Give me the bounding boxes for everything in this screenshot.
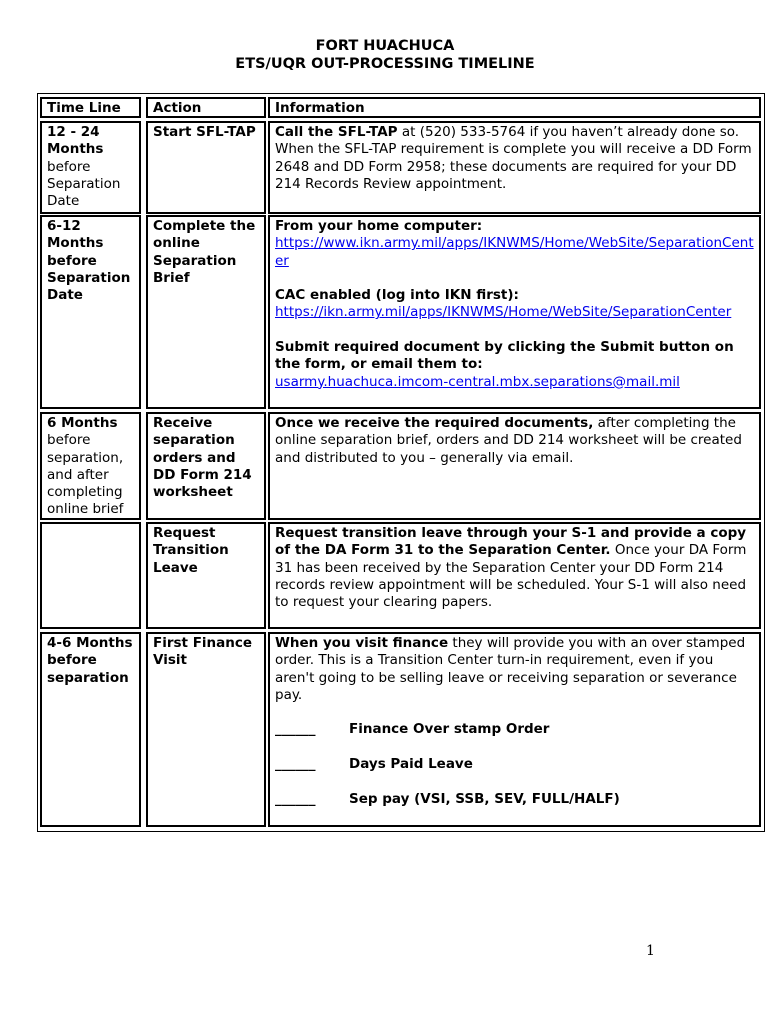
document-subtitle: ETS/UQR OUT-PROCESSING TIMELINE xyxy=(235,56,535,72)
table-row-timeline xyxy=(40,522,141,629)
separations-email-link[interactable]: usarmy.huachuca.imcom-central.mbx.separations@mail.mil xyxy=(275,373,680,390)
info-bold-text: Once we receive the required documents, xyxy=(275,415,594,431)
column-header-information: Information xyxy=(268,97,761,118)
table-row-action: Start SFL-TAP xyxy=(146,121,266,214)
table-row-action: Receive separation orders and DD Form 214 worksheet xyxy=(146,412,266,520)
timeline-bold-text: 12 - 24 Months xyxy=(47,124,104,158)
table-row-information xyxy=(268,412,761,520)
info-text: at (520) 533-5764 if you haven’t already done so. When the SFL-TAP requirement is complete you will receive a DD Form 2648 and DD Form 2958; these documents are required for your DD 214 Records Review appointment. xyxy=(275,124,752,192)
cac-enabled-label: CAC enabled (log into IKN first): xyxy=(275,287,519,304)
info-bold-text: Request transition leave through your S-1 and provide a copy of the DA Form 31 to the Separation Center. xyxy=(275,525,747,559)
timeline-text: before separation, and after completing online brief xyxy=(47,432,124,518)
checklist-item xyxy=(275,756,755,773)
checklist-blank: ______ xyxy=(275,790,316,807)
table-row-timeline: 6-12 Months before Separation Date xyxy=(40,215,141,409)
table-row-information xyxy=(268,632,761,827)
info-text: Once your DA Form 31 has been received by the Separation Center your DD Form 214 records review appointment will be scheduled. Your S-1 will also need to request your clearing papers. xyxy=(275,542,747,611)
checklist-blank: ______ xyxy=(275,756,316,773)
table-row-information xyxy=(268,121,761,214)
table-row-action: Complete the online Separation Brief xyxy=(146,215,266,409)
home-computer-label: From your home computer: xyxy=(275,218,483,234)
table-row-timeline: 4-6 Months before separation xyxy=(40,632,141,827)
info-text: they will provide you with an over stamped order. This is a Transition Center turn-in requirement, even if you aren't going to be selling leave or receiving separation or severance pay. xyxy=(275,635,746,703)
info-text: after completing the online separation brief, orders and DD 214 worksheet will be created and distributed to you – generally via email. xyxy=(275,415,742,466)
info-bold-text: Call the SFL-TAP xyxy=(275,124,398,140)
table-row-information xyxy=(268,522,761,629)
checklist-label: Days Paid Leave xyxy=(349,756,473,773)
column-header-action: Action xyxy=(146,97,266,118)
checklist-item xyxy=(275,721,755,738)
cac-enabled-link[interactable]: https://ikn.army.mil/apps/IKNWMS/Home/WebSite/SeparationCenter xyxy=(275,304,732,321)
timeline-text: before Separation Date xyxy=(47,158,121,210)
info-bold-text: When you visit finance xyxy=(275,635,449,651)
checklist-label: Finance Over stamp Order xyxy=(349,721,550,738)
table-row-action: First Finance Visit xyxy=(146,632,266,827)
page-number: 1 xyxy=(646,943,655,959)
column-header-timeline: Time Line xyxy=(40,97,141,118)
checklist-label: Sep pay (VSI, SSB, SEV, FULL/HALF) xyxy=(349,790,620,807)
table-row-action: Request Transition Leave xyxy=(146,522,266,629)
table-row-timeline xyxy=(40,121,141,214)
home-computer-link[interactable]: https://www.ikn.army.mil/apps/IKNWMS/Home/WebSite/SeparationCenter xyxy=(275,235,754,269)
timeline-bold-text: 6 Months xyxy=(47,415,118,431)
document-title: FORT HUACHUCA xyxy=(315,38,455,54)
table-row-timeline xyxy=(40,412,141,520)
submit-instructions: Submit required document by clicking the Submit button on the form, or email them to: xyxy=(275,339,734,373)
table-row-information xyxy=(268,215,761,409)
checklist-item xyxy=(275,791,755,808)
checklist-blank: ______ xyxy=(275,721,316,738)
